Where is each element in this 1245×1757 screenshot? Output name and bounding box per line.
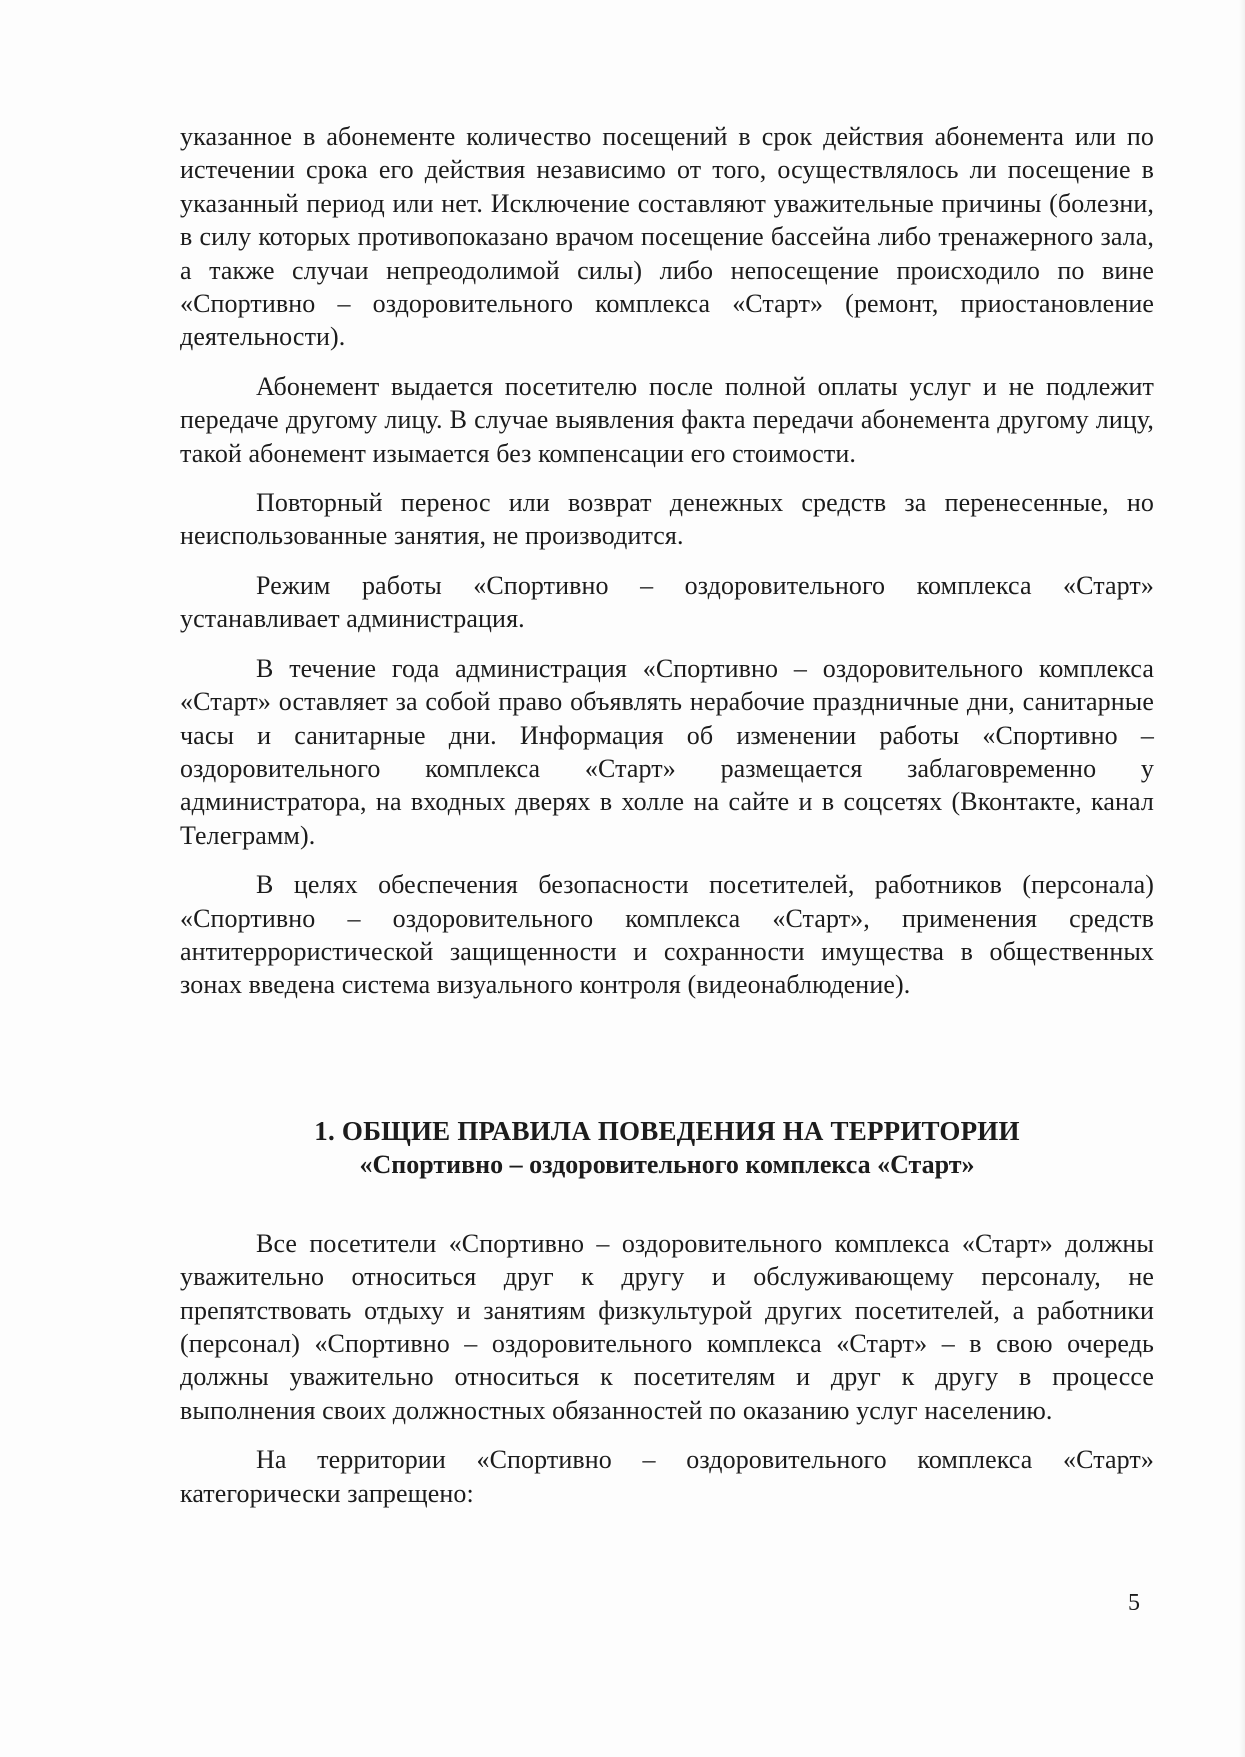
paragraph-subscription-issue: Абонемент выдается посетителю после полной оплаты услуг и не подлежит передаче другому лицу. В случае выявления факта передачи абонемента другому лицу, такой абонемент изымается без компенсации его стоимости. xyxy=(180,371,1154,468)
paragraph-refund-policy: Повторный перенос или возврат денежных средств за перенесенные, но неиспользованные занятия, не производится. xyxy=(180,488,1154,551)
section-heading xyxy=(180,1114,1154,1181)
paragraph-holidays: В течение года администрация «Спортивно – оздоровительного комплекса «Старт» оставляет за собой право объявлять нерабочие праздничные дни, санитарные часы и санитарные дни. Информация об изменении работы «Спортивно – оздоровительного комплекса «Старт» размещается заблаговременно у администратора, на входных дверях в холле на сайте и в соцсетях (Вконтакте, канал Телеграмм). xyxy=(180,653,1154,850)
paragraph-prohibited-intro: На территории «Спортивно – оздоровительного комплекса «Старт» категорически запрещено: xyxy=(180,1445,1154,1508)
paragraph-work-schedule: Режим работы «Спортивно – оздоровительного комплекса «Старт» устанавливает администрация. xyxy=(180,570,1154,634)
page-number: 5 xyxy=(1128,1590,1140,1616)
page-content xyxy=(180,120,1154,1510)
paragraph-video-surveillance: В целях обеспечения безопасности посетителей, работников (персонала) «Спортивно – оздоровительного комплекса «Старт», применения средств антитеррористической защищенности и сохранности имущества в общественных зонах введена система визуального контроля (видеонаблюдение). xyxy=(180,870,1154,1000)
paragraph-mutual-respect: Все посетители «Спортивно – оздоровительного комплекса «Старт» должны уважительно относиться друг к другу и обслуживающему персоналу, не препятствовать отдыху и занятиям физкультурой других посетителей, а работники (персонал) «Спортивно – оздоровительного комплекса «Старт» – в свою очередь должны уважительно относиться к посетителям и друг к другу в процессе выполнения своих должностных обязанностей по оказанию услуг населению. xyxy=(180,1228,1154,1425)
paragraph-subscription-terms: указанное в абонементе количество посещений в срок действия абонемента или по истечении срока его действия независимо от того, осуществлялось ли посещение в указанный период или нет. Исключение составляют уважительные причины (болезни, в силу которых противопоказано врачом посещение бассейна либо тренажерного зала, а также случаи непреодолимой силы) либо непосещение происходило по вине «Спортивно – оздоровительного комплекса «Старт» (ремонт, приостановление деятельности). xyxy=(180,122,1154,352)
scan-edge-shadow xyxy=(1239,0,1245,1757)
section-title: 1. ОБЩИЕ ПРАВИЛА ПОВЕДЕНИЯ НА ТЕРРИТОРИИ xyxy=(314,1115,1020,1146)
section-subtitle: «Спортивно – оздоровительного комплекса «Старт» xyxy=(359,1149,975,1179)
